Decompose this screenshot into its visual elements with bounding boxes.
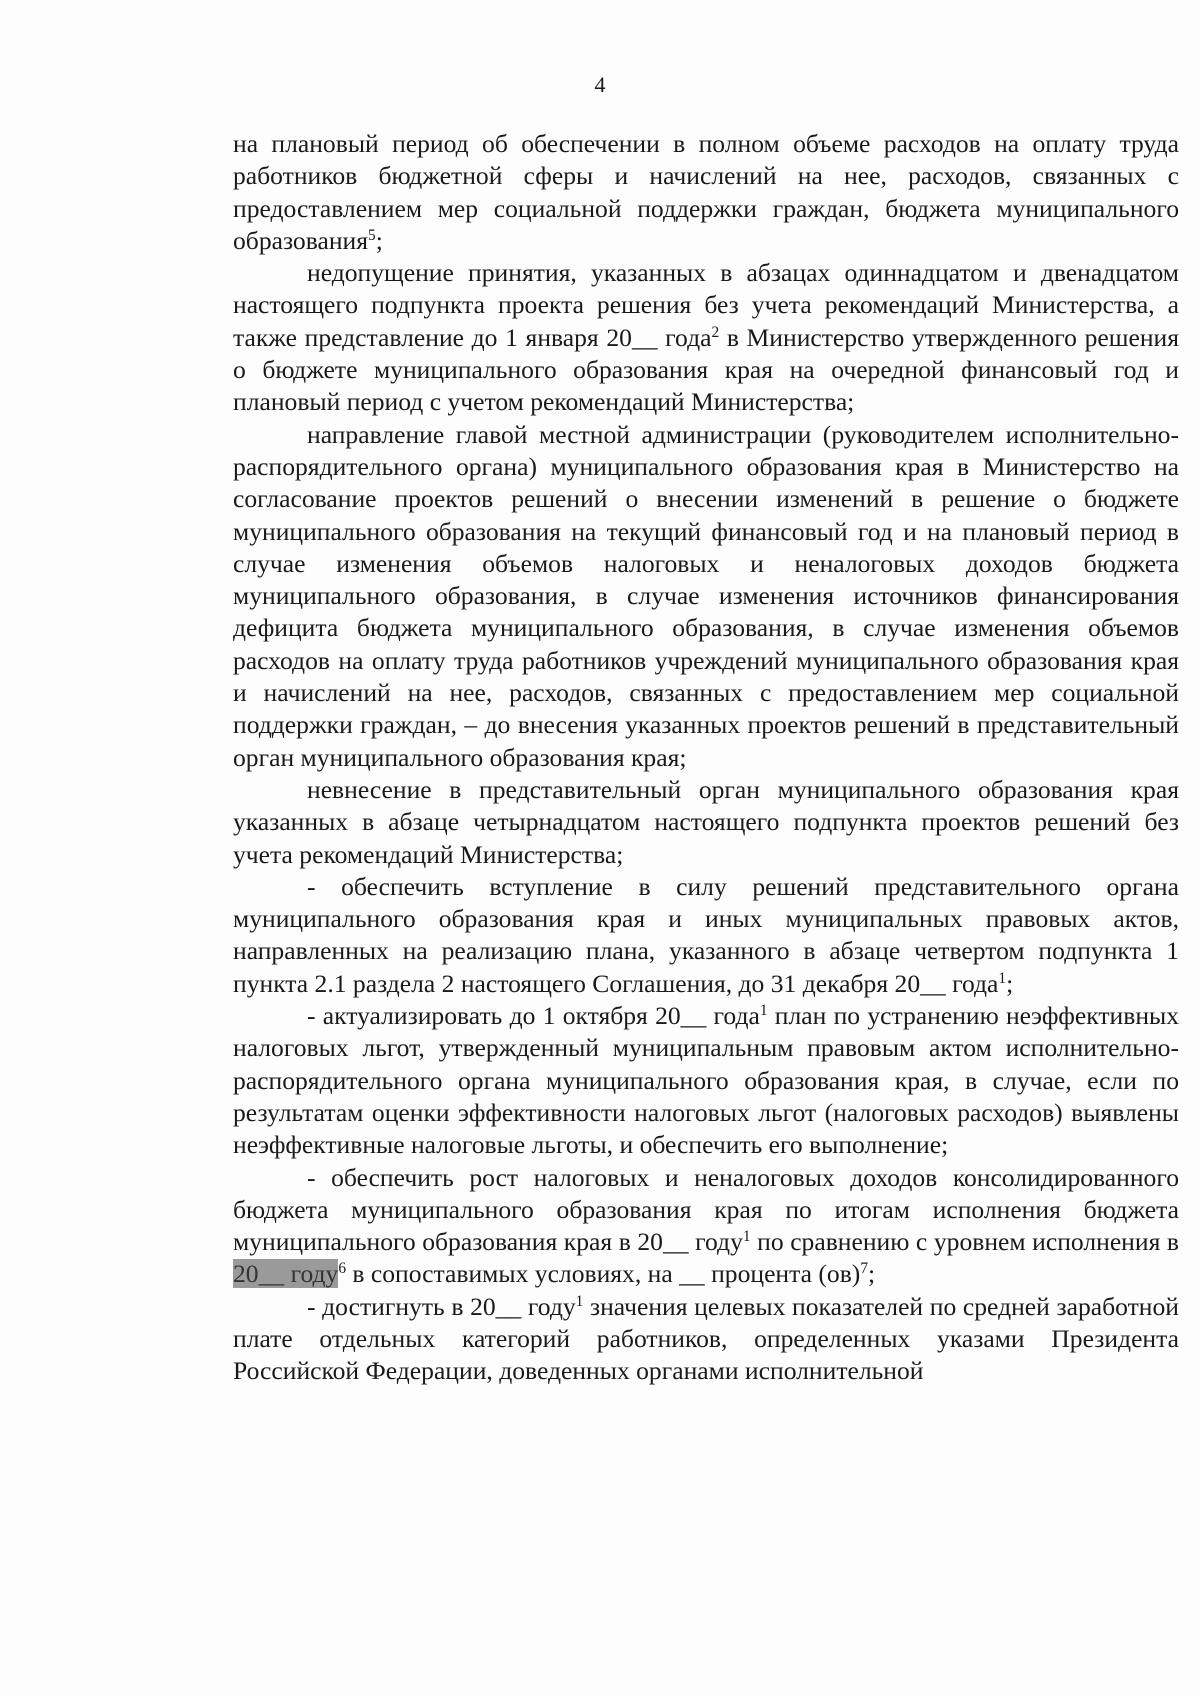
text-run: - достигнуть в 20__ году <box>307 1291 576 1321</box>
text-run: невнесение в представительный орган муниципального образования края указанных в абзаце четырнадцатом настоящего подпункта проектов решений без учета рекомендаций Министерства; <box>233 774 1179 869</box>
text-run: на плановый период об обеспечении в полном объеме расходов на оплату труда работников бюджетной сферы и начислений на нее, расходов, связанных с предоставлением мер социальной поддержки граждан, бюджета муниципального образования <box>233 129 1179 255</box>
footnote-ref: 1 <box>998 969 1007 987</box>
footnote-ref: 2 <box>711 323 720 341</box>
text-run: направление главой местной администрации (руководителем исполнительно-распорядительного органа) муниципального образования края в Министерство на согласование проектов решений о внесении изменений в решение о бюджете муниципального образования на текущий финансовый год и на плановый период в случае изменения объемов налоговых и неналоговых доходов бюджета муниципального образования, в случае изменения источников финансирования дефицита бюджета муниципального образования, в случае изменения объемов расходов на оплату труда работников учреждений муниципального образования края и начислений на нее, расходов, связанных с предоставлением мер социальной поддержки граждан, – до внесения указанных проектов решений в представительный орган муниципального образования края; <box>233 419 1179 772</box>
text-run: ; <box>1006 968 1014 998</box>
text-run: - обеспечить рост налоговых и неналоговых доходов консолидированного бюджета муниципального образования края по итогам исполнения бюджета муниципального образования края в 20__ году <box>233 1162 1179 1257</box>
highlighted-text: 20__ году <box>233 1259 339 1289</box>
paragraph-p3 <box>233 774 1179 871</box>
paragraph-p4 <box>233 871 1179 1000</box>
footnote-ref: 1 <box>575 1292 584 1310</box>
paragraph-p0 <box>233 128 1179 257</box>
text-run: - обеспечить вступление в силу решений представительного органа муниципального образования края и иных муниципальных правовых актов, направленных на реализацию плана, указанного в абзаце четвертом подпункта 1 пункта 2.1 раздела 2 настоящего Соглашения, до 31 декабря 20__ года <box>233 871 1179 998</box>
text-run: недопущение принятия, указанных в абзацах одиннадцатом и двенадцатом настоящего подпункта проекта решения без учета рекомендаций Министерства, а также представление до 1 января 20__ года <box>233 258 1179 352</box>
text-run: значения целевых показателей по средней заработной плате отдельных категорий работников, определенных указами Президента Российской Федерации, доведенных органами исполнительной <box>233 1291 1179 1386</box>
page-number: 4 <box>594 72 606 97</box>
footnote-ref: 7 <box>860 1260 869 1278</box>
text-run: - актуализировать до 1 октября 20__ года <box>307 1001 760 1031</box>
document-body <box>233 128 1179 1388</box>
paragraph-p1 <box>233 257 1179 418</box>
footnote-ref: 1 <box>742 1227 751 1245</box>
text-run: план по устранению неэффективных налоговых льгот, утвержденный муниципальным правовым актом исполнительно-распорядительного органа муниципального образования края, в случае, если по результатам оценки эффективности налоговых льгот (налоговых расходов) выявлены неэффективные налоговые льготы, и обеспечить его выполнение; <box>233 1001 1180 1160</box>
paragraph-p7 <box>233 1291 1179 1388</box>
text-run: ; <box>868 1259 876 1289</box>
footnote-ref: 6 <box>338 1260 347 1278</box>
text-run: в сопоставимых условиях, на __ процента (ов) <box>346 1259 861 1289</box>
paragraph-p2 <box>233 419 1179 774</box>
text-run: по сравнению с уровнем исполнения в <box>750 1227 1180 1257</box>
paragraph-p5 <box>233 1000 1179 1161</box>
text-run: в Министерство утвержденного решения о бюджете муниципального образования края на очередной финансовый год и плановый период с учетом рекомендаций Министерства; <box>233 322 1179 417</box>
paragraph-p6 <box>233 1162 1179 1291</box>
footnote-ref: 5 <box>368 226 376 244</box>
footnote-ref: 1 <box>759 1001 768 1019</box>
text-run: ; <box>375 225 383 255</box>
